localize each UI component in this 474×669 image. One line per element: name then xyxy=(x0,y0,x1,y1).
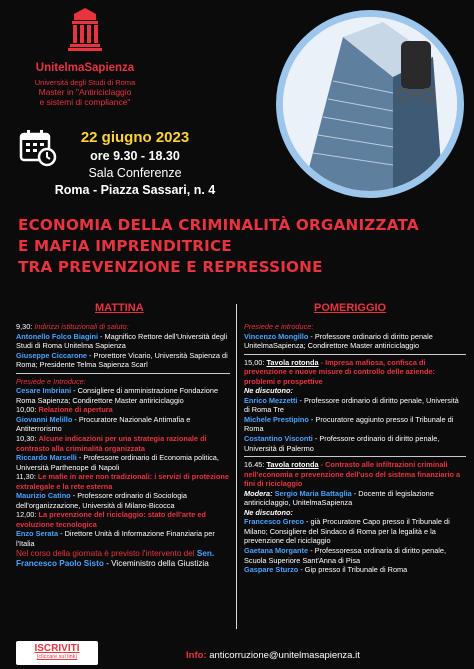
separator xyxy=(244,456,466,457)
discussants-label: Ne discutono: xyxy=(244,386,293,396)
speaker-role: - Docente di legislazione antiriciclaggio, UnitelmaSapienza xyxy=(244,488,434,508)
roundtable-tag: Tavola rotonda xyxy=(266,460,319,470)
time: 15,00: xyxy=(244,357,267,367)
session-label: Indirizzi istituzionali di saluto: xyxy=(34,322,129,331)
event-time: ore 9.30 - 18.30 xyxy=(90,149,180,164)
speaker-role: - Professore ordinario di Sociologia dell'organizzazione, Università di Milano-Bicocca xyxy=(16,491,188,510)
speaker-name: Antonello Folco Biagini xyxy=(16,331,99,341)
speaker-name: Vincenzo Mongillo xyxy=(244,331,309,341)
closing-text: Nel corso della giornata è previsto l'intervento del xyxy=(16,548,197,558)
speaker-name: Michele Prestipino xyxy=(244,414,309,424)
time: 9,30: xyxy=(16,322,35,331)
roundtable-tag: Tavola rotonda xyxy=(266,357,319,367)
register-link-hint[interactable]: (cliccare sul link) xyxy=(36,654,78,660)
session-label: Presiede e Introduce: xyxy=(16,376,86,386)
event-venue: Sala Conferenze xyxy=(88,166,182,181)
session-label: - Impresa mafiosa, confisca di prevenzione e nuove misure di controllo delle aziende: problemi e prospettive xyxy=(244,357,435,386)
speaker-role: - Professore ordinario di diritto penale, Università di Palermo xyxy=(244,434,440,453)
speaker-name: Enzo Serata xyxy=(16,529,59,539)
moderator-label: Modera: xyxy=(244,488,275,498)
speaker-name: Giuseppe Ciccarone xyxy=(16,350,88,360)
morning-heading: MATTINA xyxy=(95,302,144,314)
session-label: Relazione di apertura xyxy=(38,405,113,415)
discussants-label: Ne discutono: xyxy=(244,507,293,517)
speaker-role: - già Procuratore Capo presso il Tribunale di Milano; Consigliere del Sindaco di Roma per la legalità e la prevenzione del riciclaggio xyxy=(244,517,450,546)
info-label: Info: xyxy=(186,650,207,661)
session-label: La prevenzione del riciclaggio: stato dell'arte ed evoluzione tecnologica xyxy=(16,510,206,529)
master-line-1: Master in "Antiriciclaggio xyxy=(38,87,132,97)
title-line-2: E MAFIA IMPRENDITRICE xyxy=(18,236,232,255)
register-button[interactable] xyxy=(16,641,98,665)
master-line-2: e sistemi di compliance" xyxy=(39,97,131,108)
time: 10,00: xyxy=(16,405,39,415)
closing-speaker: Sen. Francesco Paolo Sisto xyxy=(16,548,215,569)
speaker-name: Enrico Mezzetti xyxy=(244,395,298,405)
event-date: 22 giugno 2023 xyxy=(80,129,190,146)
university-tower-icon xyxy=(62,6,108,54)
university-line: Università degli Studi di Roma xyxy=(34,78,136,87)
afternoon-program xyxy=(244,322,466,575)
brand-name: UnitelmaSapienza xyxy=(35,62,135,74)
speaker-name: Sergio Maria Battaglia xyxy=(274,488,352,498)
time: 12,00: xyxy=(16,510,39,520)
speaker-name: Costantino Visconti xyxy=(244,434,313,444)
event-address: Roma - Piazza Sassari, n. 4 xyxy=(54,183,216,197)
brand-subtitle xyxy=(14,78,156,107)
speaker-role: - Professore ordinario di diritto penale UnitelmaSapienza; Condirettore Master antiriciclaggio xyxy=(244,331,433,351)
title-line-3: TRA PREVENZIONE E REPRESSIONE xyxy=(18,257,323,276)
speaker-role: - Professore ordinario di diritto penale, Università di Roma Tre xyxy=(244,395,459,415)
speaker-role: - Gip presso il Tribunale di Roma xyxy=(298,565,408,575)
register-label[interactable]: ISCRIVITI xyxy=(34,643,80,654)
separator xyxy=(16,373,230,374)
speaker-name: Giovanni Melillo xyxy=(16,414,73,424)
speaker-name: Gaetana Morgante xyxy=(244,546,309,556)
speaker-name: Maurizio Catino xyxy=(16,491,71,501)
speaker-name: Francesco Greco xyxy=(244,517,305,527)
page-title xyxy=(18,215,468,278)
contact-email[interactable]: anticorruzione@unitelmasapienza.it xyxy=(209,650,360,661)
time: 11,30: xyxy=(16,472,38,482)
separator xyxy=(244,354,466,355)
time: 10,30: xyxy=(16,434,39,444)
session-label: Presiede e introduce: xyxy=(244,322,314,331)
speaker-role: - Professoressa ordinaria di diritto penale, Scuola Superiore Sant'Anna di Pisa xyxy=(244,546,447,565)
title-line-1: ECONOMIA DELLA CRIMINALITÀ ORGANIZZATA xyxy=(18,216,419,234)
session-label: Le mafie in aree non tradizionali: i servizi di protezione extralegale e la rete esterna xyxy=(16,472,229,491)
speaker-role: - Direttore Unità di Informazione Finanziaria per l'Italia xyxy=(16,529,215,549)
event-details xyxy=(0,128,240,199)
morning-program xyxy=(16,322,230,570)
speaker-role: - Professore ordinario di Economia politica, Università Parthenope di Napoli xyxy=(16,453,219,472)
closing-role: - Viceministro della Giustizia xyxy=(103,559,209,569)
speaker-name: Riccardo Marselli xyxy=(16,453,77,463)
session-label: - Contrasto alle infiltrazioni criminali nell'economia e prevenzione dell'uso del sistema finanziario a fini di riciclaggio xyxy=(244,460,461,489)
speaker-role: - Prorettore Vicario, Università Sapienza di Roma; Presidente Telma Sapienza Scarl xyxy=(16,350,228,370)
afternoon-heading: POMERIGGIO xyxy=(314,302,387,314)
speaker-role: - Procuratore Nazionale Antimafia e Antiterrorismo xyxy=(16,414,191,434)
skyscraper-handcuffs-photo xyxy=(276,10,464,198)
speaker-name: Cesare Imbriani xyxy=(16,386,72,396)
column-divider xyxy=(236,304,237,629)
speaker-name: Gaspare Sturzo xyxy=(244,565,299,575)
speaker-role: - Magnifico Rettore dell'Università degli Studi di Roma Unitelma Sapienza xyxy=(16,331,228,351)
speaker-role: - Consigliere di amministrazione Fondazione Roma Sapienza; Condirettore Master antiriciclaggio xyxy=(16,386,219,405)
speaker-role: - Procuratore aggiunto presso il Tribunale di Roma xyxy=(244,414,454,434)
session-label: Alcune indicazioni per una strategia razionale di contrasto alla criminalità organizzata xyxy=(16,434,207,453)
time: 16.45: xyxy=(244,460,267,470)
contact-info xyxy=(186,650,360,661)
